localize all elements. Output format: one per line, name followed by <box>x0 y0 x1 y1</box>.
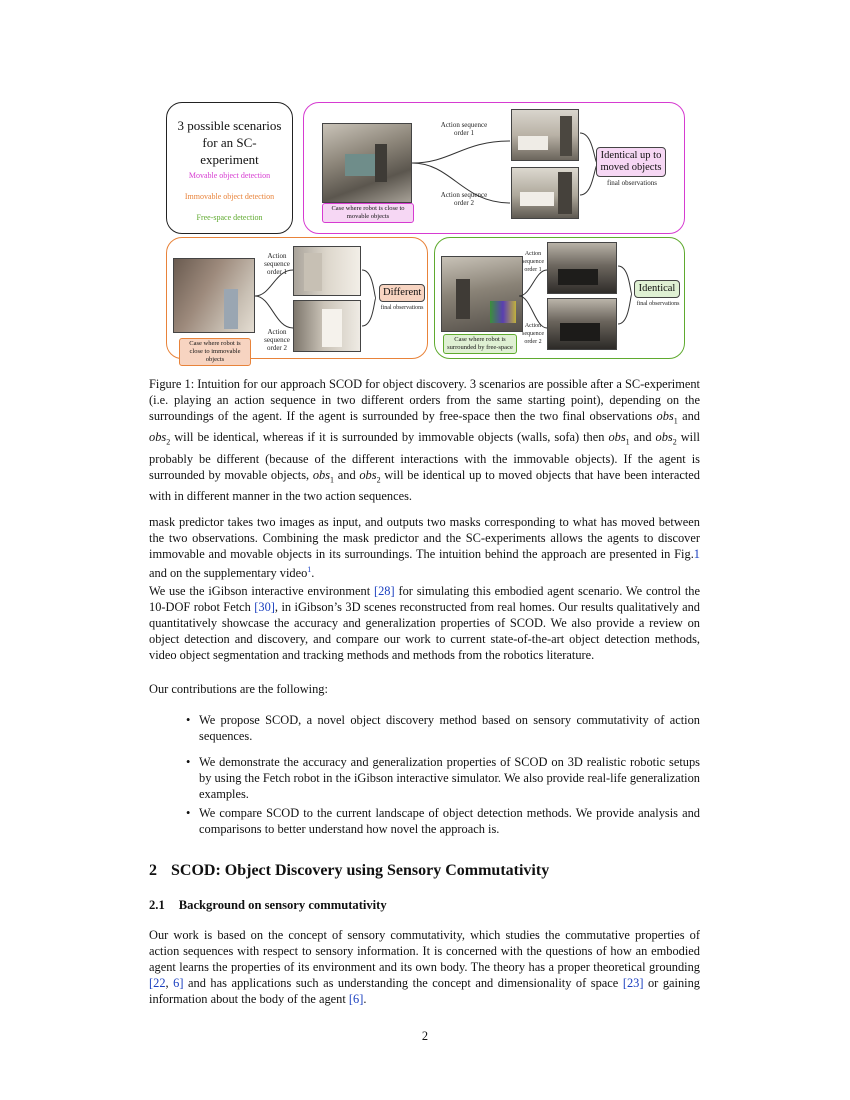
movable-detection-label: Movable object detection <box>188 171 271 180</box>
immovable-final-photo-1 <box>293 246 361 296</box>
paragraph-background: Our work is based on the concept of sensory commutativity, which studies the commutative properties of action sequences with respect to sensory information. It is concerned with the questions of how an embodied agent learns the properties of its environment and its own body. The theory has a proper theoretical grounding [22, 6] and has applications such as understanding the concept and dimensionality of space [23] or gaining information about the body of the agent [6]. <box>149 928 700 1006</box>
free-space-detection-label: Free-space detection <box>196 213 263 222</box>
free-result-label: Identical <box>634 280 680 298</box>
movable-start-photo <box>322 123 412 203</box>
free-case-label: Case where robot is surrounded by free-space <box>443 334 517 354</box>
citation-6[interactable]: 6] <box>173 976 184 990</box>
movable-scenario-panel <box>303 102 685 234</box>
movable-final-photo-2 <box>511 167 579 219</box>
figure-ref-link[interactable]: 1 <box>693 547 700 561</box>
contribution-bullet-2: • We demonstrate the accuracy and generalization properties of SCOD on 3D realistic robotic setups by using the Fetch robot in the iGibson interactive simulator. We also provide real-life generalization examples. <box>186 755 700 801</box>
immovable-seq2-label: Action sequence order 2 <box>264 328 290 352</box>
immovable-final-photo-2 <box>293 300 361 352</box>
immovable-start-photo <box>173 258 255 333</box>
movable-case-label: Case where robot is close to movable objects <box>322 203 414 223</box>
citation-23[interactable]: [23] <box>622 976 644 990</box>
free-final-label: final observations <box>636 301 680 307</box>
citation-30[interactable]: [30] <box>254 600 275 614</box>
immovable-result-label: Different <box>379 284 425 302</box>
free-start-photo <box>441 256 523 332</box>
bullet-icon: • <box>186 806 191 820</box>
free-final-photo-2 <box>547 298 617 350</box>
free-final-photo-1 <box>547 242 617 294</box>
contribution-bullet-1: • We propose SCOD, a novel object discovery method based on sensory commutativity of action sequences. <box>186 713 700 743</box>
section-heading: 2 SCOD: Object Discovery using Sensory Commutativity <box>149 862 550 879</box>
free-seq1-label: Action sequence order 1 <box>522 251 544 273</box>
immovable-detection-label: Immovable object detection <box>184 192 275 201</box>
footnote-link[interactable]: 1 <box>307 565 312 574</box>
contribution-bullet-3: • We compare SCOD to the current landscape of object detection methods. We provide analysis and comparisons to better understand how novel the approach is. <box>186 806 700 836</box>
citation-22[interactable]: [22 <box>149 976 166 990</box>
immovable-final-label: final observations <box>380 305 424 311</box>
scenarios-title: 3 possible scenarios for an SC-experiment <box>177 118 282 167</box>
paragraph-igibson: We use the iGibson interactive environment [28] for simulating this embodied agent scenario. We control the 10-DOF robot Fetch [30], in iGibson’s 3D scenes reconstructed from real homes. Our results qualitatively and quantitatively showcase the accuracy and generalization properties of SCOD. We also provide a review on object detection and discovery, and compare our work to current state-of-the-art object detection methods, video object segmentation and tracking methods and methods from the robotics literature. <box>149 584 701 662</box>
figure-caption: Figure 1: Intuition for our approach SCOD for object discovery. 3 scenarios are possible after a SC-experiment (i.e. playing an action sequence in two different orders from the same starting point), depending on the surroundings of the agent. If the agent is surrounded by free-space then the two final observations obs$_1$ and obs$_2$ will be identical, whereas if it is surrounded by immovable objects (walls, sofa) then obs$_1$ and obs$_2$ will probably be different (because of the different interactions with the immovable objects). If the agent is surrounded by movable objects, obs$_1$ and obs$_2$ will be identical up to moved objects that have been interacted with in different manner in the two action sequences. <box>149 377 701 504</box>
citation-6b[interactable]: [6] <box>348 992 364 1006</box>
paragraph-contributions-intro: Our contributions are the following: <box>149 682 328 696</box>
bullet-icon: • <box>186 755 191 769</box>
subsection-heading: 2.1 Background on sensory commutativity <box>149 898 387 912</box>
citation-28[interactable]: [28] <box>373 584 395 598</box>
immovable-scenario-panel <box>166 237 428 363</box>
free-bracket <box>618 242 634 350</box>
movable-seq1-label: Action sequence order 1 <box>440 121 488 137</box>
immovable-case-label: Case where robot is close to immovable objects <box>179 338 251 366</box>
immovable-bracket <box>362 246 378 352</box>
scenarios-box <box>166 102 293 234</box>
movable-final-photo-1 <box>511 109 579 161</box>
paragraph-mask-predictor: mask predictor takes two images as input, and outputs two masks corresponding to what has moved between the two observations. Combining the mask predictor and the SC-experiments allows the agents to discover immovable and movable objects in its surroundings. The intuition behind the approach are presented in Fig.1 and on the supplementary video$^1$. <box>149 515 700 581</box>
page-number: 2 <box>421 1029 429 1043</box>
immovable-seq1-label: Action sequence order 1 <box>264 252 290 276</box>
free-space-scenario-panel <box>434 237 685 359</box>
movable-result-label: Identical up to moved objects <box>596 147 666 177</box>
movable-seq2-label: Action sequence order 2 <box>440 191 488 207</box>
free-seq2-label: Action sequence order 2 <box>522 323 544 345</box>
bullet-icon: • <box>186 713 191 727</box>
movable-final-label: final observations <box>607 179 657 187</box>
